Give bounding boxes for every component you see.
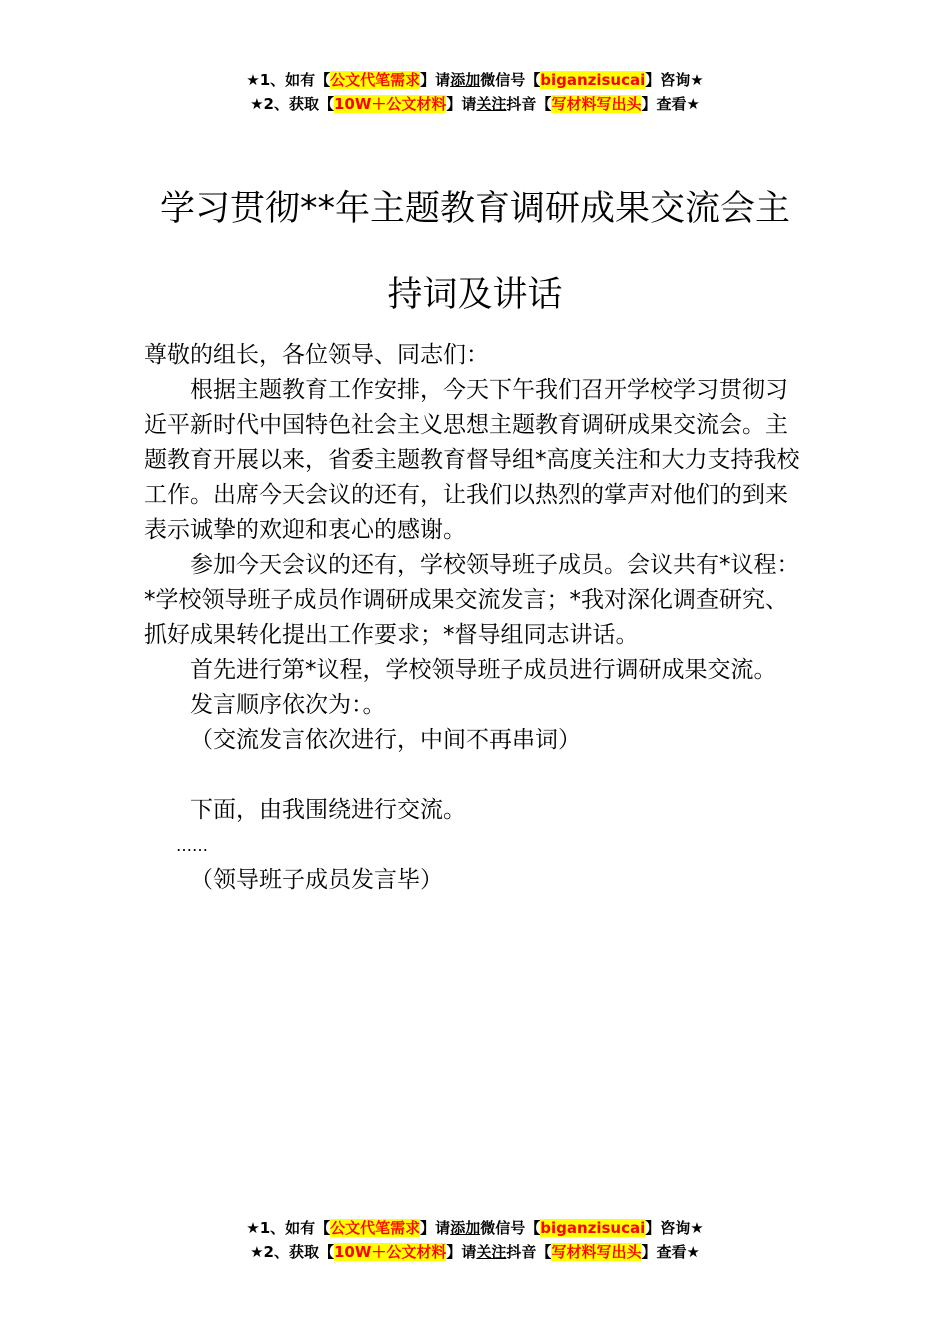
- blank-line: [144, 758, 809, 793]
- banner-underlined: 添加: [450, 71, 481, 89]
- banner-highlight: 10W＋公文材料: [333, 1243, 447, 1261]
- title-line-1: 学习贯彻**年主题教育调研成果交流会主: [159, 189, 790, 229]
- banner-underlined: 关注: [476, 1243, 507, 1261]
- document-title: [0, 166, 950, 338]
- ellipsis: ……: [176, 836, 208, 855]
- paragraph-6: 下面，由我围绕进行交流。: [190, 797, 466, 823]
- paragraph-3: 首先进行第*议程，学校领导班子成员进行调研成果交流。: [190, 657, 777, 683]
- banner-text: ★1、如有【: [246, 1219, 331, 1237]
- banner-highlight: 10W＋公文材料: [333, 95, 447, 113]
- banner-highlight-douyin: 写材料写出头: [551, 1243, 642, 1261]
- footer-banner: [0, 1216, 950, 1264]
- banner-text: 】请: [446, 95, 477, 113]
- banner-text: 】请: [446, 1243, 477, 1261]
- banner-text: 抖音【: [506, 95, 552, 113]
- title-line-2: 持词及讲话: [387, 275, 563, 315]
- banner-text: 】请: [420, 1219, 451, 1237]
- banner-text: ★2、获取【: [250, 95, 334, 113]
- paragraph-1: 根据主题教育工作安排，今天下午我们召开学校学习贯彻习近平新时代中国特色社会主义思想主题教育调研成果交流会。主题教育开展以来，省委主题教育督导组*高度关注和大力支持我校工作。出席今天会议的还有，让我们以热烈的掌声对他们的到来表示诚挚的欢迎和衷心的感谢。: [144, 377, 800, 543]
- salutation: 尊敬的组长，各位领导、同志们：: [144, 342, 489, 368]
- banner-underlined: 添加: [450, 1219, 481, 1237]
- banner-line-2: [0, 92, 950, 116]
- banner-text: 】咨询★: [645, 71, 704, 89]
- paragraph-5: （交流发言依次进行，中间不再串词）: [190, 727, 581, 753]
- paragraph-4: 发言顺序依次为：。: [190, 692, 386, 718]
- banner-text: 】咨询★: [645, 1219, 704, 1237]
- header-banner: [0, 68, 950, 116]
- banner-text: 微信号【: [480, 71, 541, 89]
- banner-text: 】查看★: [641, 1243, 700, 1261]
- banner-text: 抖音【: [506, 1243, 552, 1261]
- banner-line-1: [0, 68, 950, 92]
- banner-line-2: [0, 1240, 950, 1264]
- banner-highlight-douyin: 写材料写出头: [551, 95, 642, 113]
- banner-text: 】查看★: [641, 95, 700, 113]
- banner-highlight: 公文代笔需求: [330, 1219, 421, 1237]
- banner-highlight: 公文代笔需求: [330, 71, 421, 89]
- banner-text: ★2、获取【: [250, 1243, 334, 1261]
- banner-text: 】请: [420, 71, 451, 89]
- paragraph-8: （领导班子成员发言毕）: [190, 867, 443, 893]
- document-body: [144, 338, 809, 898]
- banner-text: 微信号【: [480, 1219, 541, 1237]
- banner-line-1: [0, 1216, 950, 1240]
- banner-text: ★1、如有【: [246, 71, 331, 89]
- paragraph-2: 参加今天会议的还有，学校领导班子成员。会议共有*议程：*学校领导班子成员作调研成果交流发言；*我对深化调查研究、抓好成果转化提出工作要求；*督导组同志讲话。: [144, 552, 800, 648]
- banner-highlight-wechat: biganzisucai: [540, 1219, 646, 1237]
- banner-underlined: 关注: [476, 95, 507, 113]
- banner-highlight-wechat: biganzisucai: [540, 71, 646, 89]
